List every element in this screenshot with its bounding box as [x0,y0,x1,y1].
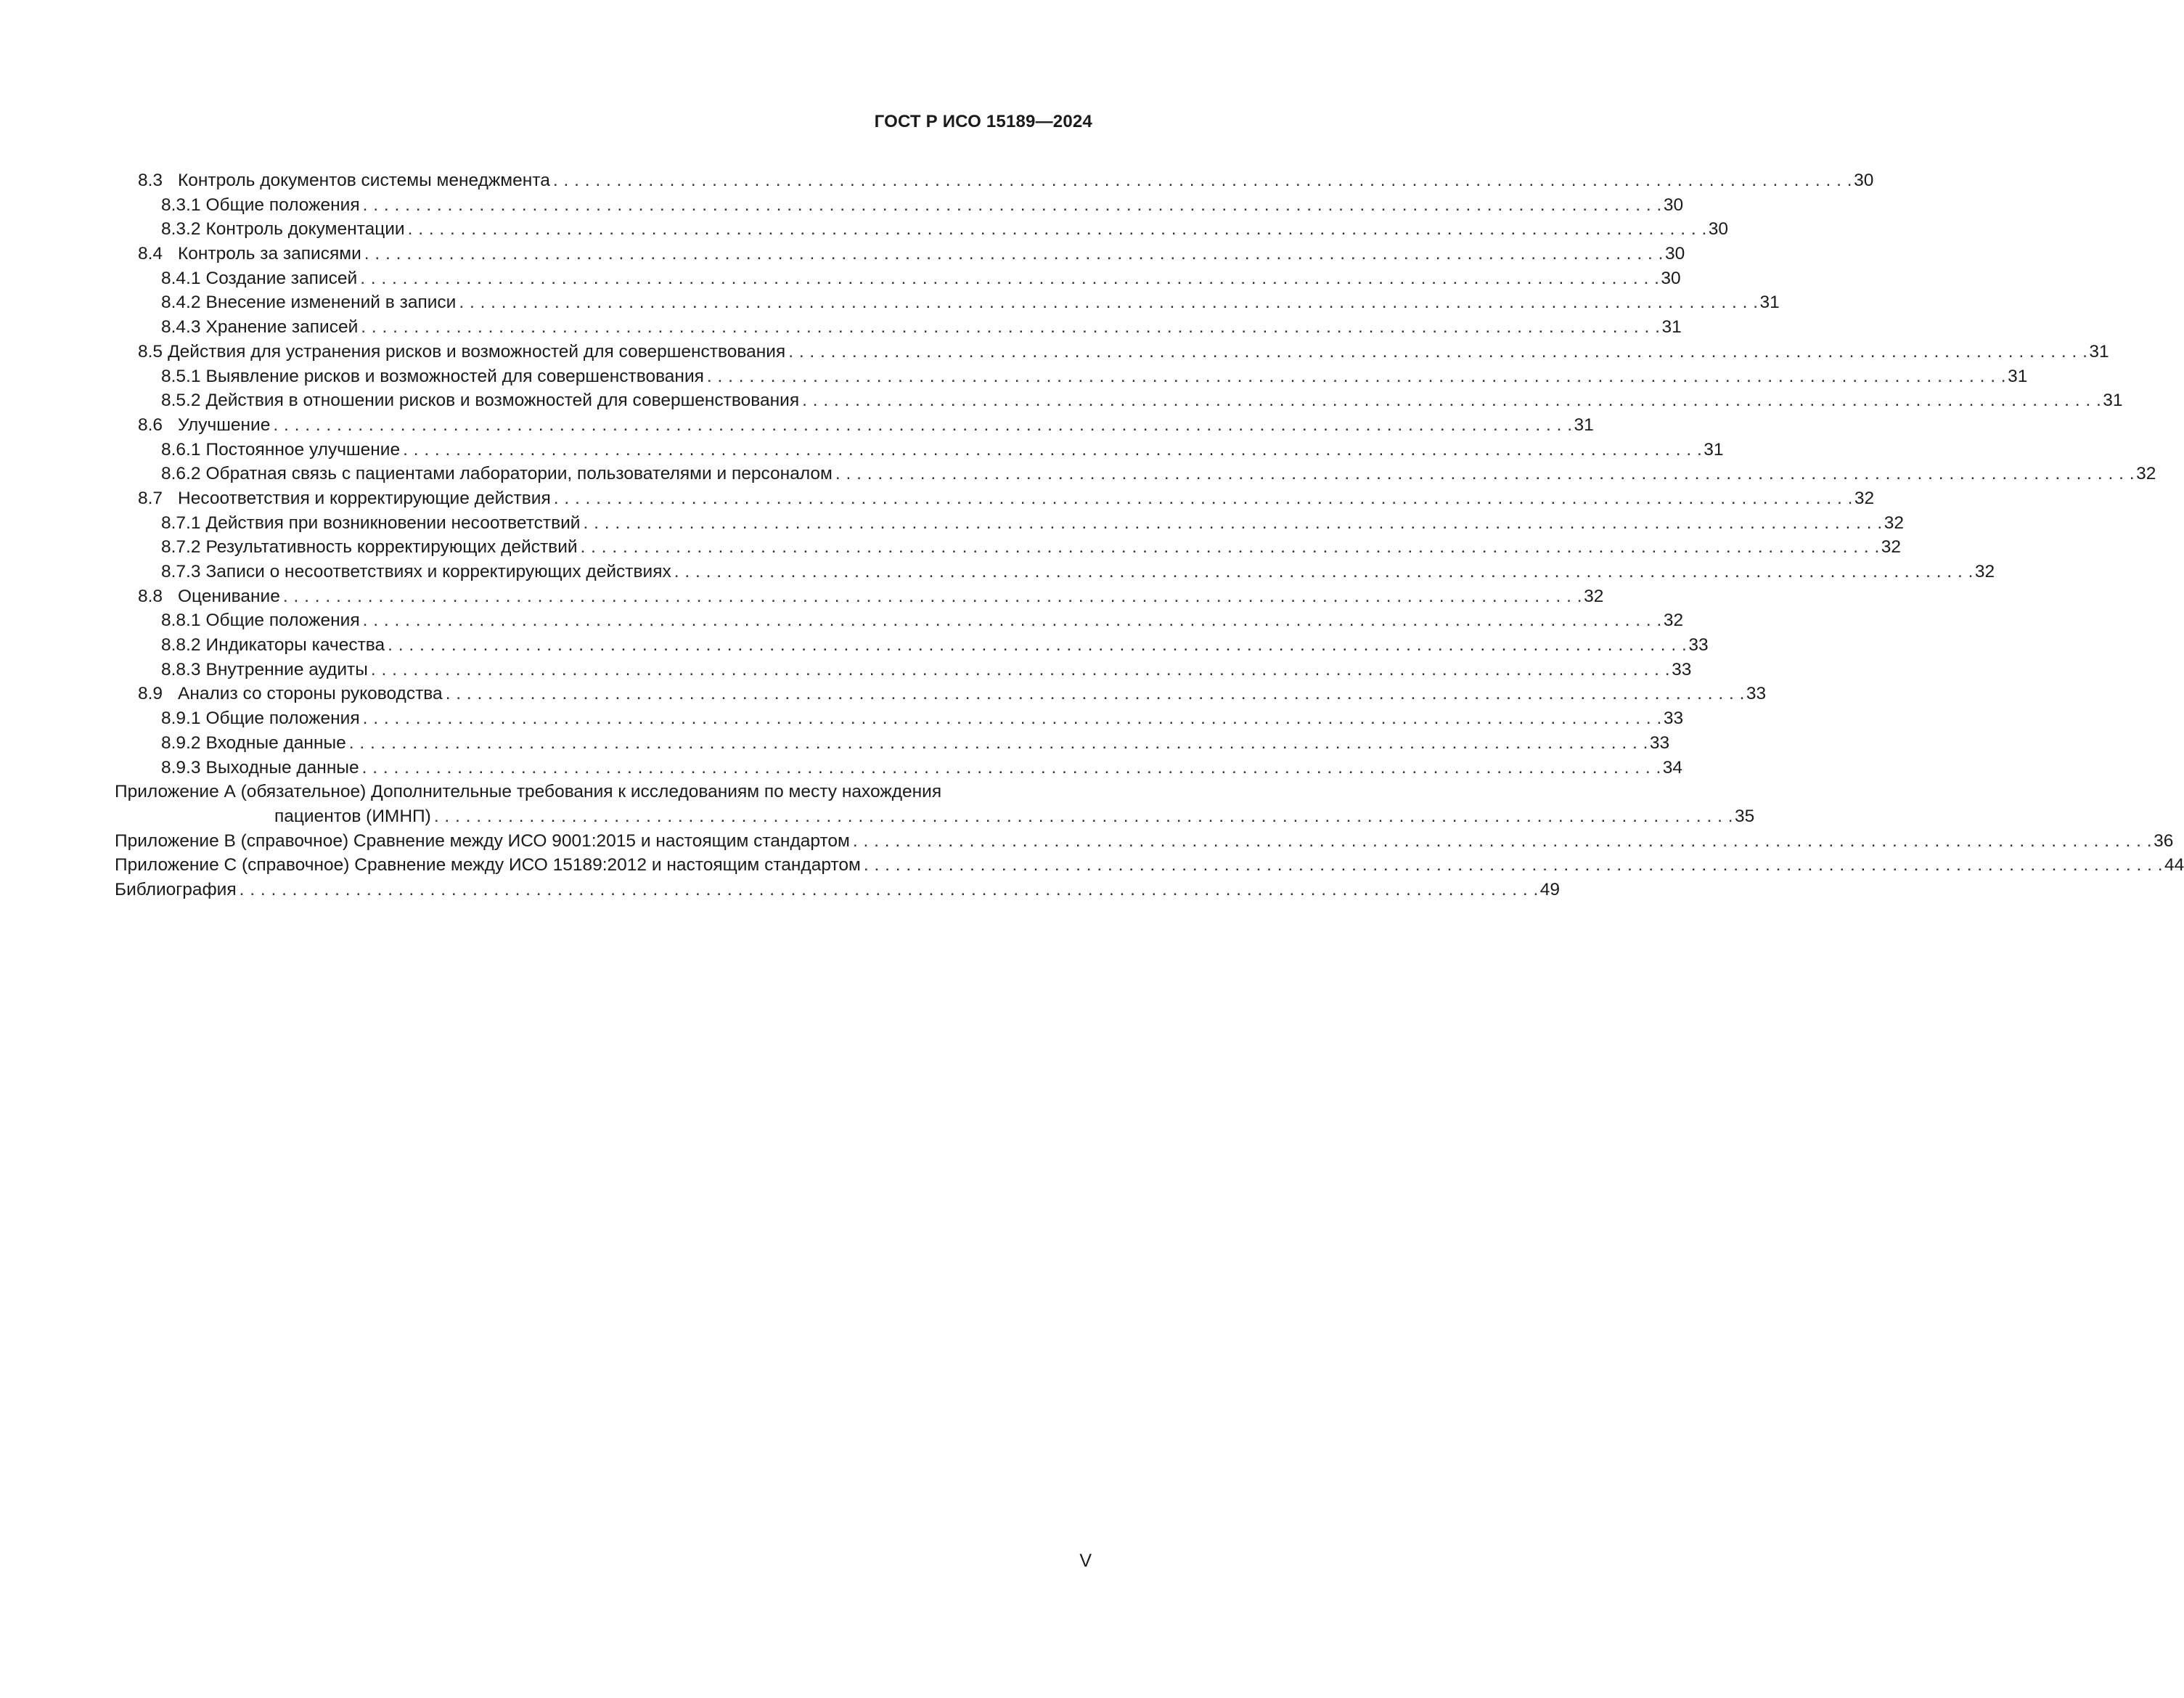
dot-leader [553,168,1852,193]
toc-page: 32 [1881,537,1902,558]
toc-number: 8.3.1 [161,195,201,215]
toc-page: 35 [1735,806,1755,826]
toc-number: 8.3.2 [161,219,201,240]
toc-title: Контроль документов системы менеджмента [178,171,550,190]
toc-page: 34 [1662,757,1683,777]
toc-title: Обратная связь с пациентами лаборатории, пользователями и персоналом [205,464,833,484]
toc-page: 33 [1688,635,1709,656]
toc-entry-bibliography[interactable] [115,878,1561,902]
dot-leader [459,290,1758,315]
toc-number: 8.9.1 [161,709,201,729]
toc-number: 8.6 [138,415,163,435]
toc-entry-8-5-2[interactable] [115,388,2123,413]
toc-number: 8.6.1 [161,439,201,460]
toc-number: 8.3 [138,171,163,190]
toc-number: 8.9 [138,684,163,704]
toc-number: 8.9.2 [161,732,201,753]
toc-entry-8-4[interactable] [115,242,1685,266]
toc-title: Выходные данные [205,757,359,777]
document-header: ГОСТ Р ИСО 15189—2024 [874,112,1092,131]
toc-title: Результативность корректирующих действий [205,537,578,558]
toc-title: Выявление рисков и возможностей для совершенствования [205,366,704,386]
toc-number: 8.7.2 [161,537,201,558]
toc-title: Улучшение [178,415,271,435]
toc-page: 30 [1663,195,1684,215]
toc-number: 8.7 [138,488,163,508]
table-of-contents [115,168,2184,902]
toc-title: пациентов (ИМНП) [274,806,431,826]
toc-page: 31 [1759,293,1780,313]
dot-leader [446,682,1745,706]
dot-leader [363,608,1662,633]
toc-entry-8-3-1[interactable] [115,193,1684,218]
toc-page: 44 [2164,855,2184,875]
toc-entry-8-7-1[interactable] [115,511,1904,536]
toc-number: 8.7.3 [161,562,201,581]
toc-page: 32 [1884,513,1904,533]
toc-page: 32 [1663,611,1684,631]
toc-page: 32 [1584,586,1604,606]
toc-title: Действия при возникновении несоответствий [205,513,581,533]
toc-title: Анализ со стороны руководства [178,684,443,704]
toc-entry-8-5-1[interactable] [115,364,2028,389]
toc-page: 32 [1854,488,1875,508]
dot-leader [788,340,2087,364]
toc-entry-annex-c[interactable] [115,853,2184,878]
toc-entry-8-4-1[interactable] [115,266,1681,291]
toc-number: 8.8.1 [161,611,201,631]
toc-page: 30 [1708,219,1729,240]
toc-page: 31 [1661,317,1682,338]
dot-leader [835,462,2135,486]
toc-entry-annex-a-continued[interactable] [115,804,1755,829]
dot-leader [363,193,1662,218]
toc-entry-8-7-2[interactable] [115,535,1902,560]
dot-leader [371,658,1670,682]
toc-page: 33 [1746,684,1767,704]
toc-number: 8.8.2 [161,635,201,656]
dot-leader [362,756,1661,780]
toc-entry-8-7[interactable] [115,486,1875,511]
toc-page: 31 [1704,439,1724,460]
toc-entry-8-7-3[interactable] [115,560,1995,584]
toc-number: 8.4.3 [161,317,201,338]
dot-leader [360,266,1659,291]
toc-title: Общие положения [205,611,360,631]
toc-entry-annex-a[interactable] [115,780,1092,804]
toc-entry-8-9-1[interactable] [115,706,1684,731]
toc-page: 33 [1672,659,1692,679]
toc-entry-8-5[interactable] [115,340,2109,364]
toc-title: Внутренние аудиты [205,659,368,679]
dot-leader [273,413,1572,438]
dot-leader [554,486,1853,511]
toc-title: Приложение С (справочное) Сравнение между ИСО 15189:2012 и настоящим стандартом [115,855,861,875]
toc-title: Входные данные [205,732,346,753]
toc-page: 33 [1649,732,1670,753]
dot-leader [283,584,1582,609]
toc-entry-8-3[interactable] [115,168,1874,193]
toc-entry-8-8-1[interactable] [115,608,1684,633]
toc-title: Общие положения [205,709,360,729]
toc-title: Записи о несоответствиях и корректирующих действиях [205,562,671,581]
toc-title: Несоответствия и корректирующие действия [178,488,551,508]
dot-leader [581,535,1880,560]
dot-leader [864,853,2163,878]
toc-title: Индикаторы качества [205,635,385,656]
dot-leader [802,388,2101,413]
dot-leader [853,829,2152,854]
toc-number: 8.7.1 [161,513,201,533]
toc-page: 31 [2103,391,2123,411]
toc-number: 8.4.2 [161,293,201,313]
toc-page: 31 [2008,366,2028,386]
toc-number: 8.8 [138,586,163,606]
page-number: V [1079,1551,1092,1571]
toc-page: 31 [1574,415,1594,435]
toc-title: Хранение записей [205,317,359,338]
dot-leader [674,560,1974,584]
toc-entry-annex-b[interactable] [115,829,2174,854]
toc-title: Действия для устранения рисков и возможностей для совершенствования [168,341,786,362]
dot-leader [707,364,2006,389]
dot-leader [584,511,1883,536]
toc-page: 32 [1974,562,1995,581]
toc-number: 8.6.2 [161,464,201,484]
toc-title: Внесение изменений в записи [205,293,457,313]
toc-entry-8-9-3[interactable] [115,756,1683,780]
toc-entry-8-6-2[interactable] [115,462,2156,486]
toc-number: 8.5 [138,341,163,362]
toc-page: 49 [1539,879,1561,899]
toc-title: Приложение А (обязательное) Дополнительные требования к исследованиям по месту нахождения [115,782,942,802]
toc-page: 33 [1663,709,1684,729]
toc-entry-8-8-2[interactable] [115,633,1709,658]
dot-leader [363,706,1662,731]
toc-entry-8-9[interactable] [115,682,1767,706]
toc-entry-8-8[interactable] [115,584,1604,609]
toc-title: Приложение В (справочное) Сравнение между ИСО 9001:2015 и настоящим стандартом [115,830,850,851]
dot-leader [403,438,1702,462]
toc-number: 8.9.3 [161,757,201,777]
toc-number: 8.5.2 [161,391,201,411]
toc-title: Оценивание [178,586,280,606]
toc-entry-8-9-2[interactable] [115,731,1670,756]
toc-number: 8.5.1 [161,366,201,386]
toc-number: 8.4 [138,244,163,264]
toc-entry-8-8-3[interactable] [115,658,1692,682]
toc-page: 30 [1661,268,1681,288]
toc-page: 36 [2154,830,2174,851]
toc-entry-8-6[interactable] [115,413,1594,438]
toc-title: Контроль документации [205,219,405,240]
toc-title: Библиография [115,879,237,899]
toc-number: 8.4.1 [161,268,201,288]
dot-leader [388,633,1687,658]
toc-entry-8-6-1[interactable] [115,438,1724,462]
toc-page: 30 [1664,244,1685,264]
toc-title: Контроль за записями [178,244,361,264]
dot-leader [408,217,1707,242]
toc-number: 8.8.3 [161,659,201,679]
toc-page: 32 [2136,464,2156,484]
toc-page: 30 [1854,171,1874,190]
dot-leader [434,804,1733,829]
toc-title: Создание записей [205,268,358,288]
toc-page: 31 [2089,341,2109,362]
toc-entry-8-4-2[interactable] [115,290,1780,315]
dot-leader [349,731,1648,756]
dot-leader [364,242,1664,266]
toc-entry-8-3-2[interactable] [115,217,1729,242]
toc-title: Действия в отношении рисков и возможностей для совершенствования [205,391,800,411]
toc-title: Постоянное улучшение [205,439,401,460]
toc-entry-8-4-3[interactable] [115,315,1682,340]
toc-title: Общие положения [205,195,360,215]
dot-leader [361,315,1660,340]
dot-leader [240,878,1539,902]
